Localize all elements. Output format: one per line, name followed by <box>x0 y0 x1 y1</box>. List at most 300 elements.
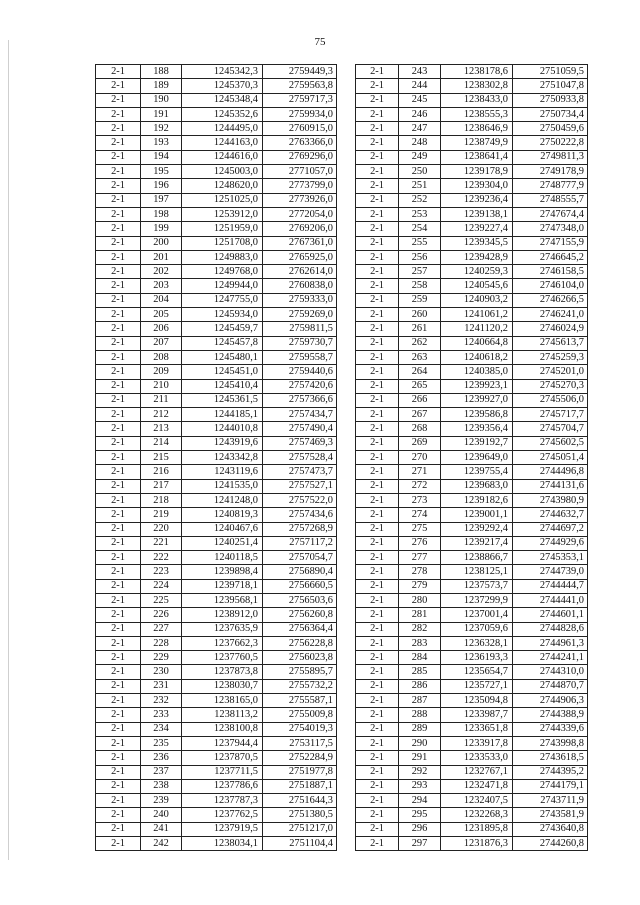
y-coordinate-cell: 2757522,0 <box>263 493 337 507</box>
y-coordinate-cell: 2767361,0 <box>263 236 337 250</box>
x-coordinate-cell: 1247755,0 <box>182 293 263 307</box>
point-number-cell: 248 <box>399 136 441 150</box>
x-coordinate-cell: 1243342,8 <box>182 451 263 465</box>
x-coordinate-cell: 1239182,6 <box>441 493 513 507</box>
table-row <box>356 65 588 79</box>
x-coordinate-cell: 1244163,0 <box>182 136 263 150</box>
section-cell: 2-1 <box>356 279 399 293</box>
x-coordinate-cell: 1238555,3 <box>441 107 513 121</box>
y-coordinate-cell: 2750222,8 <box>513 136 588 150</box>
x-coordinate-cell: 1237760,5 <box>182 651 263 665</box>
point-number-cell: 249 <box>399 150 441 164</box>
table-row <box>96 522 337 536</box>
section-cell: 2-1 <box>356 479 399 493</box>
y-coordinate-cell: 2756503,6 <box>263 593 337 607</box>
table-row <box>96 136 337 150</box>
section-cell: 2-1 <box>356 265 399 279</box>
x-coordinate-cell: 1235094,8 <box>441 694 513 708</box>
x-coordinate-cell: 1238302,8 <box>441 79 513 93</box>
y-coordinate-cell: 2744496,8 <box>513 465 588 479</box>
x-coordinate-cell: 1240251,4 <box>182 536 263 550</box>
section-cell: 2-1 <box>96 593 141 607</box>
x-coordinate-cell: 1240903,2 <box>441 293 513 307</box>
point-number-cell: 190 <box>141 93 182 107</box>
table-row <box>356 493 588 507</box>
y-coordinate-cell: 2757490,4 <box>263 422 337 436</box>
table-row <box>96 236 337 250</box>
table-row <box>356 508 588 522</box>
point-number-cell: 265 <box>399 379 441 393</box>
y-coordinate-cell: 2755587,1 <box>263 694 337 708</box>
point-number-cell: 261 <box>399 322 441 336</box>
table-row <box>96 265 337 279</box>
table-row <box>356 565 588 579</box>
y-coordinate-cell: 2757434,7 <box>263 408 337 422</box>
y-coordinate-cell: 2750933,8 <box>513 93 588 107</box>
section-cell: 2-1 <box>356 765 399 779</box>
table-row <box>96 165 337 179</box>
table-row <box>96 751 337 765</box>
x-coordinate-cell: 1232407,5 <box>441 794 513 808</box>
table-row <box>96 408 337 422</box>
section-cell: 2-1 <box>356 422 399 436</box>
x-coordinate-cell: 1241061,2 <box>441 308 513 322</box>
y-coordinate-cell: 2743980,9 <box>513 493 588 507</box>
y-coordinate-cell: 2757528,4 <box>263 451 337 465</box>
section-cell: 2-1 <box>356 207 399 221</box>
y-coordinate-cell: 2750459,6 <box>513 122 588 136</box>
x-coordinate-cell: 1240618,2 <box>441 350 513 364</box>
section-cell: 2-1 <box>96 265 141 279</box>
table-row <box>96 722 337 736</box>
y-coordinate-cell: 2771057,0 <box>263 165 337 179</box>
point-number-cell: 203 <box>141 279 182 293</box>
table-row <box>96 422 337 436</box>
point-number-cell: 268 <box>399 422 441 436</box>
table-row <box>356 822 588 836</box>
table-row <box>356 79 588 93</box>
y-coordinate-cell: 2760915,0 <box>263 122 337 136</box>
point-number-cell: 237 <box>141 765 182 779</box>
x-coordinate-cell: 1245003,0 <box>182 165 263 179</box>
y-coordinate-cell: 2759730,7 <box>263 336 337 350</box>
point-number-cell: 195 <box>141 165 182 179</box>
y-coordinate-cell: 2769206,0 <box>263 222 337 236</box>
table-row <box>356 536 588 550</box>
y-coordinate-cell: 2744601,1 <box>513 608 588 622</box>
y-coordinate-cell: 2743618,5 <box>513 751 588 765</box>
x-coordinate-cell: 1238100,8 <box>182 722 263 736</box>
point-number-cell: 222 <box>141 551 182 565</box>
point-number-cell: 255 <box>399 236 441 250</box>
table-row <box>96 365 337 379</box>
x-coordinate-cell: 1238433,0 <box>441 93 513 107</box>
y-coordinate-cell: 2757420,6 <box>263 379 337 393</box>
table-row <box>356 679 588 693</box>
point-number-cell: 235 <box>141 736 182 750</box>
section-cell: 2-1 <box>356 622 399 636</box>
x-coordinate-cell: 1237001,4 <box>441 608 513 622</box>
point-number-cell: 233 <box>141 708 182 722</box>
y-coordinate-cell: 2746104,0 <box>513 279 588 293</box>
point-number-cell: 263 <box>399 350 441 364</box>
y-coordinate-cell: 2744929,6 <box>513 536 588 550</box>
table-row <box>356 350 588 364</box>
y-coordinate-cell: 2759717,3 <box>263 93 337 107</box>
y-coordinate-cell: 2749178,9 <box>513 165 588 179</box>
x-coordinate-cell: 1239227,4 <box>441 222 513 236</box>
point-number-cell: 236 <box>141 751 182 765</box>
x-coordinate-cell: 1232471,8 <box>441 779 513 793</box>
x-coordinate-cell: 1239755,4 <box>441 465 513 479</box>
x-coordinate-cell: 1239138,1 <box>441 207 513 221</box>
x-coordinate-cell: 1233533,0 <box>441 751 513 765</box>
y-coordinate-cell: 2745051,4 <box>513 451 588 465</box>
section-cell: 2-1 <box>356 736 399 750</box>
x-coordinate-cell: 1251959,0 <box>182 222 263 236</box>
y-coordinate-cell: 2751977,8 <box>263 765 337 779</box>
point-number-cell: 188 <box>141 65 182 79</box>
table-row <box>356 479 588 493</box>
point-number-cell: 206 <box>141 322 182 336</box>
point-number-cell: 276 <box>399 536 441 550</box>
table-row <box>356 837 588 851</box>
x-coordinate-cell: 1245480,1 <box>182 350 263 364</box>
table-row <box>356 150 588 164</box>
y-coordinate-cell: 2759811,5 <box>263 322 337 336</box>
section-cell: 2-1 <box>96 551 141 565</box>
point-number-cell: 243 <box>399 65 441 79</box>
section-cell: 2-1 <box>356 837 399 851</box>
y-coordinate-cell: 2745201,0 <box>513 365 588 379</box>
table-row <box>356 794 588 808</box>
point-number-cell: 220 <box>141 522 182 536</box>
section-cell: 2-1 <box>96 79 141 93</box>
point-number-cell: 272 <box>399 479 441 493</box>
x-coordinate-cell: 1239649,0 <box>441 451 513 465</box>
point-number-cell: 296 <box>399 822 441 836</box>
point-number-cell: 212 <box>141 408 182 422</box>
table-row <box>96 708 337 722</box>
point-number-cell: 192 <box>141 122 182 136</box>
point-number-cell: 246 <box>399 107 441 121</box>
y-coordinate-cell: 2751887,1 <box>263 779 337 793</box>
x-coordinate-cell: 1237919,5 <box>182 822 263 836</box>
table-row <box>96 436 337 450</box>
section-cell: 2-1 <box>96 322 141 336</box>
point-number-cell: 259 <box>399 293 441 307</box>
section-cell: 2-1 <box>356 808 399 822</box>
section-cell: 2-1 <box>96 136 141 150</box>
point-number-cell: 204 <box>141 293 182 307</box>
point-number-cell: 290 <box>399 736 441 750</box>
section-cell: 2-1 <box>96 465 141 479</box>
point-number-cell: 252 <box>399 193 441 207</box>
section-cell: 2-1 <box>356 165 399 179</box>
table-row <box>96 465 337 479</box>
table-row <box>96 651 337 665</box>
section-cell: 2-1 <box>356 551 399 565</box>
point-number-cell: 226 <box>141 608 182 622</box>
x-coordinate-cell: 1231895,8 <box>441 822 513 836</box>
point-number-cell: 221 <box>141 536 182 550</box>
section-cell: 2-1 <box>356 665 399 679</box>
y-coordinate-cell: 2752284,9 <box>263 751 337 765</box>
section-cell: 2-1 <box>96 508 141 522</box>
x-coordinate-cell: 1237762,5 <box>182 808 263 822</box>
point-number-cell: 211 <box>141 393 182 407</box>
x-coordinate-cell: 1237787,3 <box>182 794 263 808</box>
point-number-cell: 210 <box>141 379 182 393</box>
y-coordinate-cell: 2751059,5 <box>513 65 588 79</box>
y-coordinate-cell: 2748555,7 <box>513 193 588 207</box>
table-row <box>356 165 588 179</box>
table-row <box>96 837 337 851</box>
y-coordinate-cell: 2746266,5 <box>513 293 588 307</box>
point-number-cell: 207 <box>141 336 182 350</box>
section-cell: 2-1 <box>356 236 399 250</box>
x-coordinate-cell: 1236328,1 <box>441 636 513 650</box>
y-coordinate-cell: 2745506,0 <box>513 393 588 407</box>
table-row <box>356 694 588 708</box>
x-coordinate-cell: 1239898,4 <box>182 565 263 579</box>
x-coordinate-cell: 1239428,9 <box>441 250 513 264</box>
point-number-cell: 284 <box>399 651 441 665</box>
section-cell: 2-1 <box>356 122 399 136</box>
point-number-cell: 264 <box>399 365 441 379</box>
point-number-cell: 205 <box>141 308 182 322</box>
table-row <box>96 207 337 221</box>
y-coordinate-cell: 2773926,0 <box>263 193 337 207</box>
point-number-cell: 214 <box>141 436 182 450</box>
point-number-cell: 291 <box>399 751 441 765</box>
y-coordinate-cell: 2743640,8 <box>513 822 588 836</box>
table-row <box>96 65 337 79</box>
section-cell: 2-1 <box>96 708 141 722</box>
table-row <box>356 465 588 479</box>
section-cell: 2-1 <box>96 308 141 322</box>
point-number-cell: 253 <box>399 207 441 221</box>
y-coordinate-cell: 2751644,3 <box>263 794 337 808</box>
x-coordinate-cell: 1245451,0 <box>182 365 263 379</box>
section-cell: 2-1 <box>356 308 399 322</box>
section-cell: 2-1 <box>96 336 141 350</box>
point-number-cell: 215 <box>141 451 182 465</box>
point-number-cell: 269 <box>399 436 441 450</box>
section-cell: 2-1 <box>96 408 141 422</box>
x-coordinate-cell: 1237299,9 <box>441 593 513 607</box>
section-cell: 2-1 <box>356 636 399 650</box>
table-row <box>356 436 588 450</box>
y-coordinate-cell: 2759269,0 <box>263 308 337 322</box>
y-coordinate-cell: 2744441,0 <box>513 593 588 607</box>
section-cell: 2-1 <box>96 608 141 622</box>
y-coordinate-cell: 2759558,7 <box>263 350 337 364</box>
table-row <box>356 193 588 207</box>
section-cell: 2-1 <box>96 293 141 307</box>
y-coordinate-cell: 2773799,0 <box>263 179 337 193</box>
point-number-cell: 234 <box>141 722 182 736</box>
table-row <box>96 794 337 808</box>
x-coordinate-cell: 1237944,4 <box>182 736 263 750</box>
table-row <box>356 136 588 150</box>
point-number-cell: 266 <box>399 393 441 407</box>
y-coordinate-cell: 2763366,0 <box>263 136 337 150</box>
x-coordinate-cell: 1245459,7 <box>182 322 263 336</box>
section-cell: 2-1 <box>356 336 399 350</box>
section-cell: 2-1 <box>96 165 141 179</box>
table-row <box>356 779 588 793</box>
y-coordinate-cell: 2744131,6 <box>513 479 588 493</box>
section-cell: 2-1 <box>96 179 141 193</box>
table-row <box>96 293 337 307</box>
table-row <box>96 393 337 407</box>
section-cell: 2-1 <box>96 565 141 579</box>
section-cell: 2-1 <box>356 722 399 736</box>
y-coordinate-cell: 2744339,6 <box>513 722 588 736</box>
table-row <box>96 308 337 322</box>
x-coordinate-cell: 1249883,0 <box>182 250 263 264</box>
x-coordinate-cell: 1240118,5 <box>182 551 263 565</box>
section-cell: 2-1 <box>96 122 141 136</box>
x-coordinate-cell: 1240385,0 <box>441 365 513 379</box>
table-row <box>356 365 588 379</box>
y-coordinate-cell: 2759333,0 <box>263 293 337 307</box>
x-coordinate-cell: 1240664,8 <box>441 336 513 350</box>
table-row <box>356 250 588 264</box>
table-row <box>356 122 588 136</box>
point-number-cell: 274 <box>399 508 441 522</box>
point-number-cell: 230 <box>141 665 182 679</box>
point-number-cell: 257 <box>399 265 441 279</box>
section-cell: 2-1 <box>356 751 399 765</box>
point-number-cell: 227 <box>141 622 182 636</box>
page-number: 75 <box>314 36 326 48</box>
point-number-cell: 245 <box>399 93 441 107</box>
y-coordinate-cell: 2744179,1 <box>513 779 588 793</box>
y-coordinate-cell: 2756260,8 <box>263 608 337 622</box>
y-coordinate-cell: 2744906,3 <box>513 694 588 708</box>
x-coordinate-cell: 1245348,4 <box>182 93 263 107</box>
x-coordinate-cell: 1239923,1 <box>441 379 513 393</box>
table-row <box>96 565 337 579</box>
table-row <box>356 522 588 536</box>
point-number-cell: 193 <box>141 136 182 150</box>
point-number-cell: 289 <box>399 722 441 736</box>
y-coordinate-cell: 2744260,8 <box>513 837 588 851</box>
table-row <box>356 179 588 193</box>
x-coordinate-cell: 1238030,7 <box>182 679 263 693</box>
point-number-cell: 196 <box>141 179 182 193</box>
x-coordinate-cell: 1239568,1 <box>182 593 263 607</box>
table-row <box>96 822 337 836</box>
table-row <box>96 736 337 750</box>
table-row <box>96 765 337 779</box>
section-cell: 2-1 <box>356 579 399 593</box>
table-row <box>96 808 337 822</box>
section-cell: 2-1 <box>96 679 141 693</box>
point-number-cell: 288 <box>399 708 441 722</box>
table-row <box>356 379 588 393</box>
table-row <box>96 179 337 193</box>
point-number-cell: 209 <box>141 365 182 379</box>
section-cell: 2-1 <box>356 65 399 79</box>
table-row <box>96 579 337 593</box>
section-cell: 2-1 <box>356 465 399 479</box>
section-cell: 2-1 <box>96 207 141 221</box>
table-row <box>96 336 337 350</box>
section-cell: 2-1 <box>356 451 399 465</box>
x-coordinate-cell: 1243919,6 <box>182 436 263 450</box>
y-coordinate-cell: 2744961,3 <box>513 636 588 650</box>
y-coordinate-cell: 2759449,3 <box>263 65 337 79</box>
section-cell: 2-1 <box>96 522 141 536</box>
section-cell: 2-1 <box>96 536 141 550</box>
y-coordinate-cell: 2745602,5 <box>513 436 588 450</box>
table-row <box>96 93 337 107</box>
point-number-cell: 217 <box>141 479 182 493</box>
x-coordinate-cell: 1248620,0 <box>182 179 263 193</box>
table-row <box>356 293 588 307</box>
y-coordinate-cell: 2745259,3 <box>513 350 588 364</box>
section-cell: 2-1 <box>96 65 141 79</box>
table-row <box>96 222 337 236</box>
table-row <box>96 379 337 393</box>
y-coordinate-cell: 2743711,9 <box>513 794 588 808</box>
y-coordinate-cell: 2757527,1 <box>263 479 337 493</box>
y-coordinate-cell: 2757117,2 <box>263 536 337 550</box>
section-cell: 2-1 <box>356 393 399 407</box>
table-row <box>356 336 588 350</box>
x-coordinate-cell: 1239345,5 <box>441 236 513 250</box>
section-cell: 2-1 <box>96 436 141 450</box>
section-cell: 2-1 <box>96 379 141 393</box>
table-row <box>356 665 588 679</box>
x-coordinate-cell: 1244185,1 <box>182 408 263 422</box>
point-number-cell: 295 <box>399 808 441 822</box>
section-cell: 2-1 <box>356 522 399 536</box>
point-number-cell: 267 <box>399 408 441 422</box>
x-coordinate-cell: 1244010,8 <box>182 422 263 436</box>
y-coordinate-cell: 2744632,7 <box>513 508 588 522</box>
section-cell: 2-1 <box>356 136 399 150</box>
point-number-cell: 278 <box>399 565 441 579</box>
table-row <box>356 279 588 293</box>
x-coordinate-cell: 1239927,0 <box>441 393 513 407</box>
x-coordinate-cell: 1232268,3 <box>441 808 513 822</box>
point-number-cell: 280 <box>399 593 441 607</box>
table-row <box>96 493 337 507</box>
x-coordinate-cell: 1240467,6 <box>182 522 263 536</box>
y-coordinate-cell: 2759934,0 <box>263 107 337 121</box>
x-coordinate-cell: 1240545,6 <box>441 279 513 293</box>
y-coordinate-cell: 2745270,3 <box>513 379 588 393</box>
section-cell: 2-1 <box>356 322 399 336</box>
point-number-cell: 251 <box>399 179 441 193</box>
section-cell: 2-1 <box>356 293 399 307</box>
point-number-cell: 287 <box>399 694 441 708</box>
section-cell: 2-1 <box>96 193 141 207</box>
section-cell: 2-1 <box>96 107 141 121</box>
x-coordinate-cell: 1237573,7 <box>441 579 513 593</box>
scan-margin-line <box>8 40 9 860</box>
x-coordinate-cell: 1239178,9 <box>441 165 513 179</box>
table-row <box>356 93 588 107</box>
table-row <box>356 207 588 221</box>
table-row <box>356 222 588 236</box>
x-coordinate-cell: 1238125,1 <box>441 565 513 579</box>
point-number-cell: 294 <box>399 794 441 808</box>
